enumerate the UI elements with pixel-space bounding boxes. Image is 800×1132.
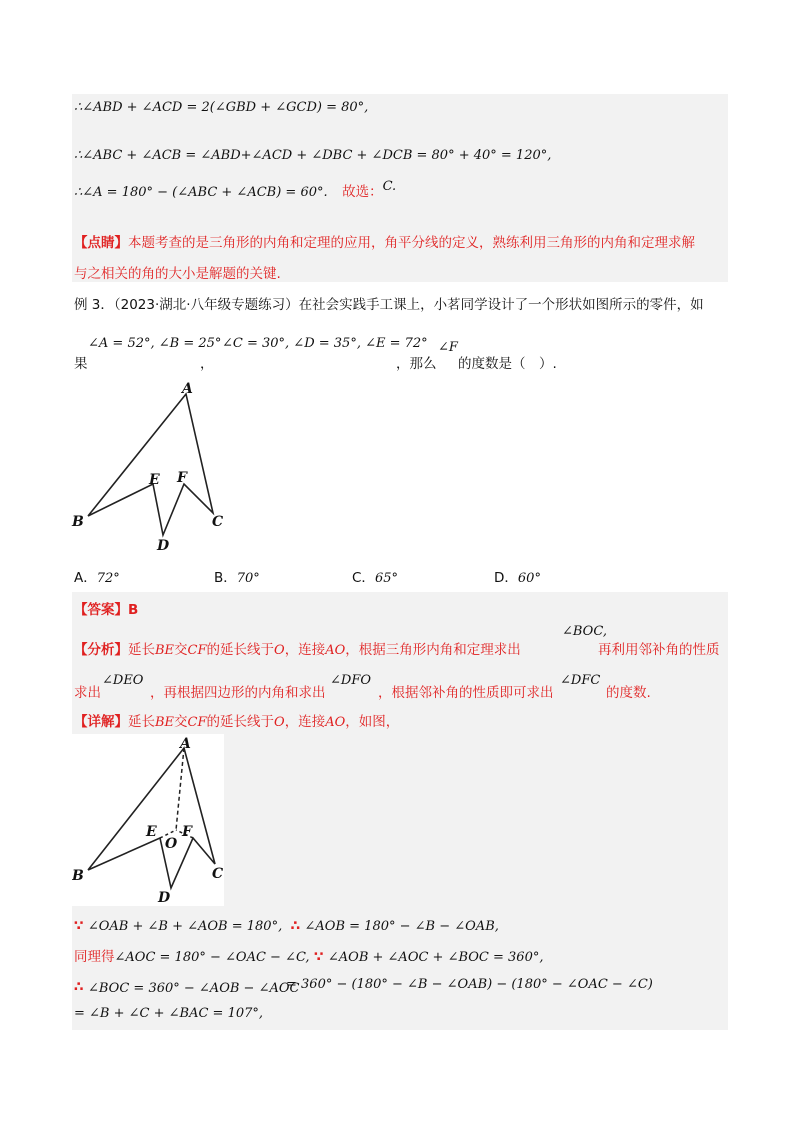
step-1-math-2: ∠AOB = 180° − ∠B − ∠OAB, xyxy=(304,919,499,934)
figure-1-label-a: A xyxy=(182,381,193,397)
choice-prefix: 故选： xyxy=(342,184,383,200)
detail-point-o: O xyxy=(274,715,285,730)
figure-2-label-o: O xyxy=(165,836,178,852)
figure-2-label-f: F xyxy=(182,824,192,840)
option-b-letter: B． xyxy=(214,570,237,586)
solution-line-1: ∴∠ABD + ∠ACD = 2(∠GBD + ∠GCD) = 80°, xyxy=(74,100,369,115)
analysis-angle-deo: ∠DEO xyxy=(102,673,144,688)
because-symbol: ∵ xyxy=(74,918,84,934)
example-angle-f: ∠F xyxy=(438,340,458,355)
option-d-value: 60° xyxy=(517,571,541,586)
point-text-1: 本题考查的是三角形的内角和定理的应用，角平分线的定义，熟练利用三角形的内角和定理求解 xyxy=(128,235,695,251)
example-angles-1: ∠A = 52°, ∠B = 25° xyxy=(88,336,222,351)
analysis-text-2c: ，根据邻补角的性质即可求出 xyxy=(378,685,554,701)
analysis-word: ，连接 xyxy=(284,642,326,658)
figure-1 xyxy=(66,378,236,558)
analysis-text-2d: 的度数. xyxy=(606,685,651,701)
figure-2-background xyxy=(72,734,224,906)
step-line-3 xyxy=(74,977,728,1001)
analysis-line-1 xyxy=(74,624,728,658)
point-line-1 xyxy=(74,231,695,251)
answer-tag: 【答案】 xyxy=(74,602,128,618)
figure-2 xyxy=(72,734,224,906)
analysis-text-1 xyxy=(74,638,521,658)
option-a-letter: A． xyxy=(74,570,97,586)
option-a xyxy=(74,566,120,586)
example-line-2-mid: ，那么 xyxy=(396,356,437,372)
example-line-2 xyxy=(74,336,734,372)
answer-value: B xyxy=(128,602,139,618)
detail-word: 交 xyxy=(174,714,188,730)
option-a-value: 72° xyxy=(96,571,120,586)
step-2-prefix: 同理得 xyxy=(74,949,115,965)
detail-seg-be: BE xyxy=(155,715,175,730)
detail-line xyxy=(74,710,399,730)
analysis-text-2a: 求出 xyxy=(74,685,101,701)
analysis-seg-ao: AO xyxy=(325,643,346,658)
analysis-line-2 xyxy=(74,673,728,703)
detail-seg-cf: CF xyxy=(187,715,207,730)
point-tag: 【点睛】 xyxy=(74,235,128,251)
analysis-point-o: O xyxy=(274,643,285,658)
example-line-2-prefix: 果 xyxy=(74,356,88,372)
figure-2-label-b: B xyxy=(72,868,84,884)
detail-seg-ao: AO xyxy=(325,715,346,730)
step-2-math-2: ∠AOB + ∠AOC + ∠BOC = 360°, xyxy=(327,950,544,965)
step-line-4: = ∠B + ∠C + ∠BAC = 107°, xyxy=(74,1006,264,1021)
figure-1-label-b: B xyxy=(72,514,84,530)
option-c-letter: C． xyxy=(352,570,375,586)
option-c xyxy=(352,566,398,586)
option-b-value: 70° xyxy=(236,571,260,586)
analysis-word: 的延长线于 xyxy=(206,642,275,658)
example-line-2-suffix: 的度数是（ ）. xyxy=(458,356,557,372)
analysis-text-2b: ，再根据四边形的内角和求出 xyxy=(150,685,326,701)
analysis-angle-dfo: ∠DFO xyxy=(330,673,371,688)
option-d-letter: D． xyxy=(494,570,518,586)
figure-1-outline xyxy=(88,394,213,535)
detail-word: ，如图， xyxy=(345,714,400,730)
option-d xyxy=(494,566,541,586)
figure-2-label-c: C xyxy=(212,866,224,882)
therefore-symbol-2: ∴ xyxy=(74,979,84,995)
option-c-value: 65° xyxy=(374,571,398,586)
figure-2-label-e: E xyxy=(146,824,157,840)
figure-2-label-d: D xyxy=(158,890,171,906)
solution-line-3-math: ∴∠A = 180° − (∠ABC + ∠ACB) = 60°. xyxy=(74,185,328,200)
option-b xyxy=(214,566,260,586)
solution-line-3 xyxy=(74,180,396,200)
analysis-text-1b: 再利用邻补角的性质 xyxy=(598,642,720,658)
figure-1-label-e: E xyxy=(149,472,160,488)
analysis-tag: 【分析】 xyxy=(74,642,128,658)
analysis-angle-dfc: ∠DFC xyxy=(560,673,601,688)
detail-tag: 【详解】 xyxy=(74,714,128,730)
point-line-2: 与之相关的角的大小是解题的关键. xyxy=(74,266,281,282)
step-3-math: ∠BOC = 360° − ∠AOB − ∠AOC xyxy=(88,981,300,996)
analysis-word: 交 xyxy=(174,642,188,658)
analysis-seg-be: BE xyxy=(155,643,175,658)
step-3-math-2: = 360° − (180° − ∠B − ∠OAB) − (180° − ∠OAC − ∠C) xyxy=(286,977,653,992)
analysis-seg-cf: CF xyxy=(187,643,207,658)
figure-1-label-d: D xyxy=(157,538,170,554)
example-angles-2: ∠C = 30°, ∠D = 35°, ∠E = 72° xyxy=(222,336,428,351)
step-2-math: ∠AOC = 180° − ∠OAC − ∠C, xyxy=(114,950,310,965)
analysis-word: 延长 xyxy=(128,642,155,658)
answer-line xyxy=(74,598,138,618)
figure-2-label-a: A xyxy=(180,736,191,752)
because-symbol-2: ∵ xyxy=(314,949,324,965)
example-sep: ， xyxy=(200,356,214,372)
analysis-angle-boc: ∠BOC, xyxy=(562,624,607,639)
figure-1-label-c: C xyxy=(212,514,224,530)
step-1-math: ∠OAB + ∠B + ∠AOB = 180°, xyxy=(87,919,283,934)
analysis-word: ，根据三角形内角和定理求出 xyxy=(345,642,521,658)
figure-1-label-f: F xyxy=(177,470,187,486)
detail-word: 的延长线于 xyxy=(206,714,275,730)
step-line-2 xyxy=(74,945,543,965)
detail-word: ，连接 xyxy=(284,714,326,730)
detail-word: 延长 xyxy=(128,714,155,730)
choice-value: C. xyxy=(382,179,397,194)
solution-line-2: ∴∠ABC + ∠ACB = ∠ABD+∠ACD + ∠DBC + ∠DCB = 80° + 40° = 120°, xyxy=(74,148,552,163)
therefore-symbol: ∴ xyxy=(290,918,301,934)
step-line-1 xyxy=(74,918,499,934)
example-line-1: 例 3．（2023·湖北·八年级专题练习）在社会实践手工课上，小茗同学设计了一个形状如图所示的零件，如 xyxy=(74,297,704,313)
